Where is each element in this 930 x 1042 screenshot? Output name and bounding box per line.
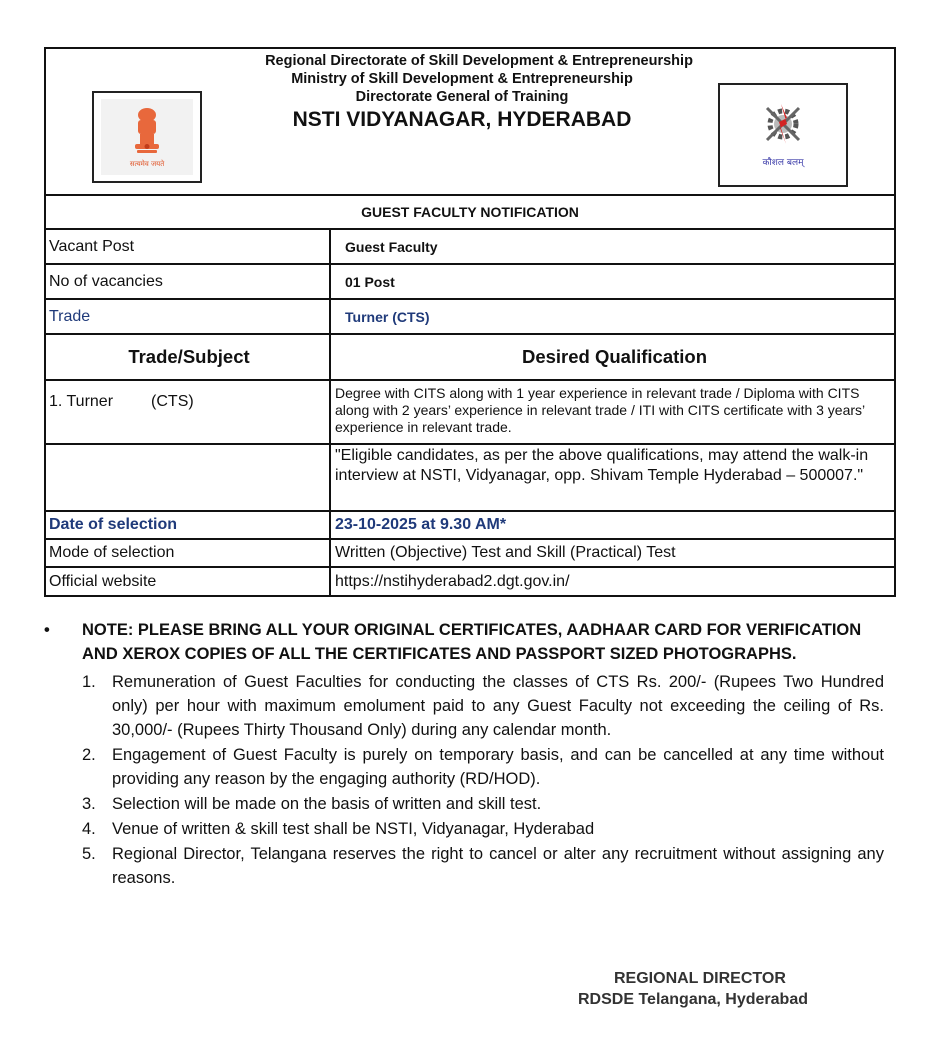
directorate-name: Regional Directorate of Skill Development & Entrepreneurship [265,53,693,69]
list-item [82,817,884,841]
table-row [46,381,894,445]
notes-section [44,618,884,891]
eligibility-note: "Eligible candidates, as per the above qualifications, may attend the walk-in interview at NSTI, Vidyanagar, opp. Shivam Temple Hyderabad – 500007." [335,447,869,484]
item-number: 4. [82,820,96,838]
detail-row-vacancies [46,265,894,300]
qualification-cell: Degree with CITS along with 1 year experience in relevant trade / Diploma with CITS along with 2 years’ experience in relevant trade / ITI with CITS certificate with 3 years’ experience in relevant trade. [335,385,865,435]
trade-cell [46,381,331,443]
trade-name: 1. Turner [49,393,114,410]
list-item [82,670,884,742]
skill-motto: कौशल बलम् [762,158,804,168]
column-header-trade: Trade/Subject [46,335,331,379]
notification-title: GUEST FACULTY NOTIFICATION [46,196,894,230]
website-link[interactable]: https://nstihyderabad2.dgt.gov.in/ [335,572,570,590]
detail-value: Guest Faculty [345,238,438,255]
right-logo-frame [718,83,848,187]
emblem-motto: सत्यमेव जयते [129,159,165,168]
note-text: NOTE: PLEASE BRING ALL YOUR ORIGINAL CERTIFICATES, AADHAAR CARD FOR VERIFICATION AND XEROX COPIES OF ALL THE CERTIFICATES AND PASSPORT SIZED PHOTOGRAPHS. [82,621,862,663]
eligibility-row [46,445,894,512]
detail-label: Trade [46,300,331,333]
list-item [82,792,884,816]
mode-value: Written (Objective) Test and Skill (Practical) Test [335,544,676,561]
detail-value: Turner (CTS) [345,308,430,325]
terms-list [44,670,884,890]
institute-name: NSTI VIDYANAGAR, HYDERABAD [292,108,632,131]
item-text: Engagement of Guest Faculty is purely on temporary basis, and can be cancelled at any time without providing any reason by the engaging authority (RD/HOD). [112,746,884,788]
item-text: Venue of written & skill test shall be NSTI, Vidyanagar, Hyderabad [112,820,595,838]
notification-table [44,47,896,597]
detail-row-vacant-post [46,230,894,265]
detail-label: No of vacancies [46,265,331,298]
empty-cell [46,445,331,510]
date-of-selection-row [46,512,894,540]
date-label: Date of selection [46,512,331,538]
bullet-icon: • [44,621,50,639]
signatory-title: REGIONAL DIRECTOR [614,970,786,987]
website-label: Official website [46,568,331,595]
list-item [82,842,884,890]
item-text: Regional Director, Telangana reserves the right to cancel or alter any recruitment without assigning any reasons. [112,845,884,887]
mode-of-selection-row [46,540,894,568]
signature-block [578,968,848,1010]
column-header-qualification: Desired Qualification [521,346,708,367]
trade-suffix: (CTS) [151,393,194,410]
list-item [82,743,884,791]
letterhead [46,49,894,196]
item-number: 3. [82,795,96,813]
skill-india-gear-icon [761,102,805,151]
item-number: 1. [82,673,96,691]
detail-label: Vacant Post [46,230,331,263]
item-number: 5. [82,845,96,863]
mode-label: Mode of selection [46,540,331,566]
detail-row-trade [46,300,894,335]
official-website-row [46,568,894,595]
dgt-name: Directorate General of Training [355,89,569,105]
qualification-header-row [46,335,894,381]
important-note [44,618,884,666]
item-text: Remuneration of Guest Faculties for conducting the classes of CTS Rs. 200/- (Rupees Two Hundred only) per hour with maximum emolument paid to any Guest Faculty not exceeding the ceiling of Rs. 30,000/- (Rupees Thirty Thousand Only) during any calendar month. [112,673,884,739]
detail-value: 01 Post [345,273,395,290]
item-text: Selection will be made on the basis of written and skill test. [112,795,542,813]
signatory-office: RDSDE Telangana, Hyderabad [578,991,808,1008]
date-value: 23-10-2025 at 9.30 AM* [335,516,507,533]
ministry-name: Ministry of Skill Development & Entrepreneurship [291,71,633,87]
item-number: 2. [82,746,96,764]
